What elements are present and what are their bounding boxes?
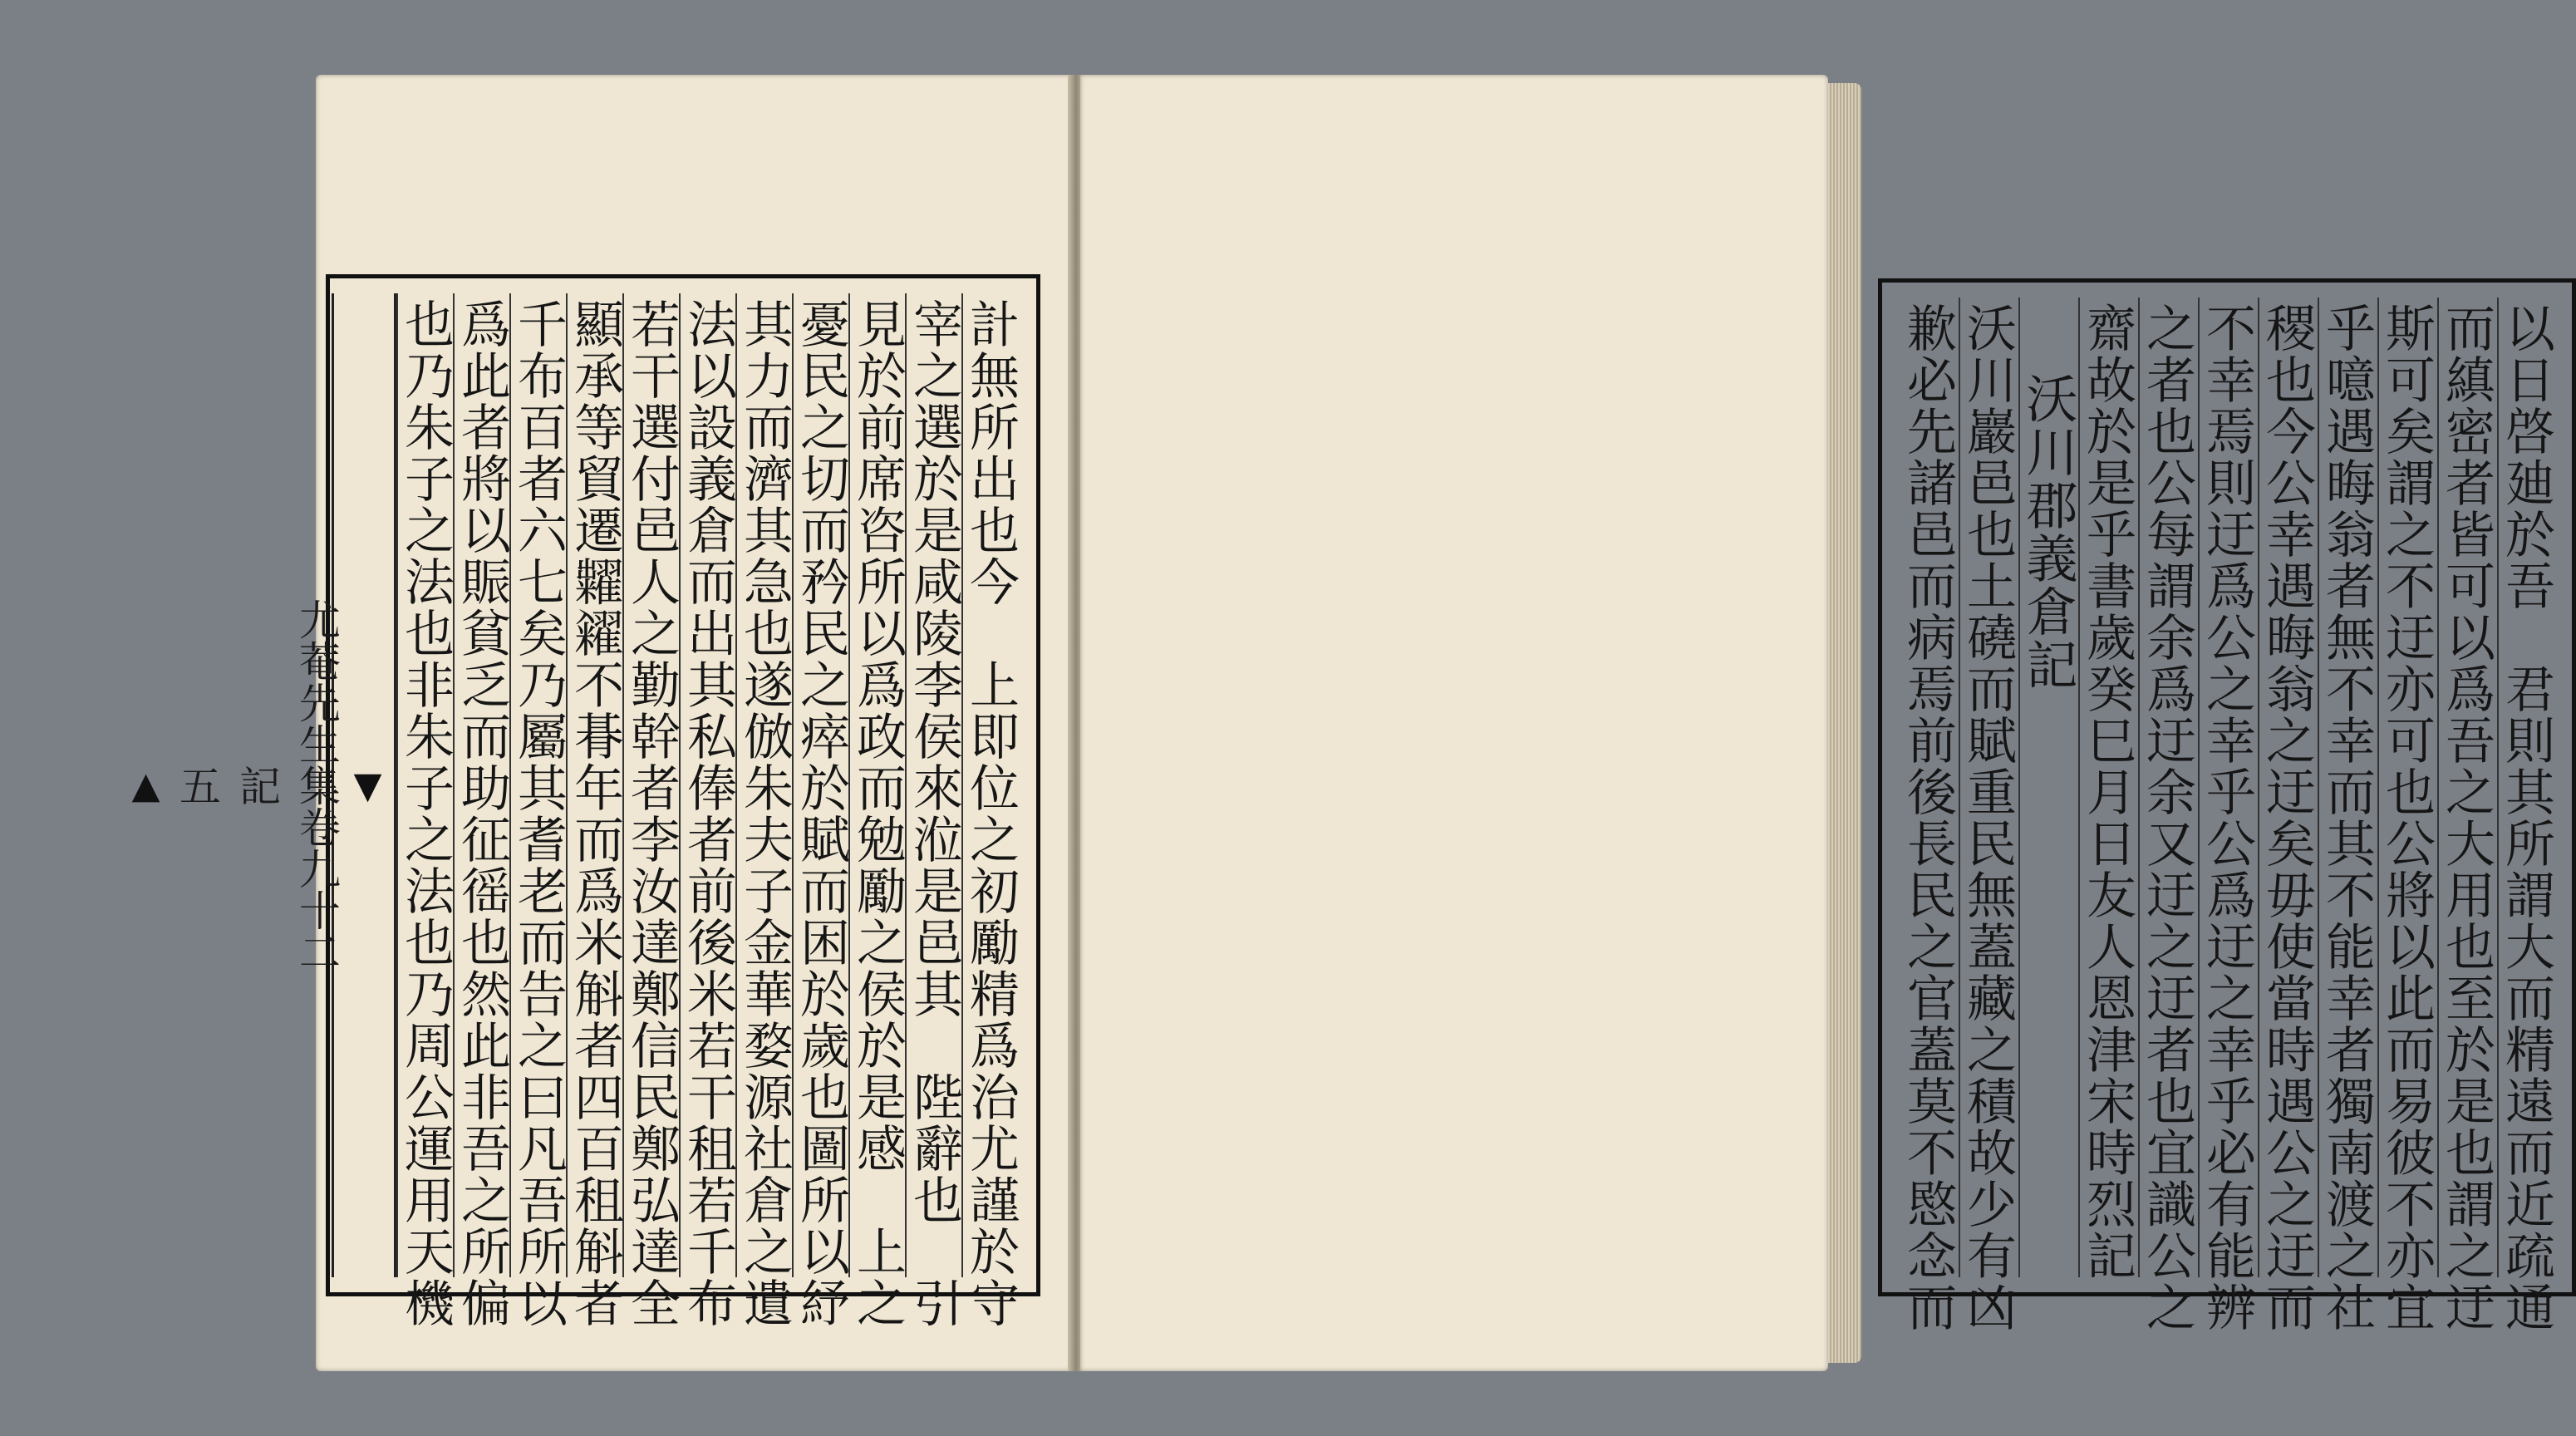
text-column: 見於前席咨所以爲政而勉勵之侯於是感 上之: [848, 293, 905, 1277]
text-column: 不幸焉則迂爲公之幸乎公爲迂之幸乎必有能辨: [2198, 298, 2254, 1277]
text-column: 斯可矣謂之不迂亦可也公將以此而易彼不亦宜: [2377, 298, 2434, 1277]
right-page-columns: [1899, 298, 2555, 1333]
text-column: 也乃朱子之法也非朱子之法也乃周公運用天機: [396, 293, 453, 1277]
text-column: 乎噫遇晦翁者無不幸而其不能幸者獨南渡之社: [2318, 298, 2374, 1277]
text-column: 沃川巖邑也土磽而賦重民無蓋藏之積故少有凶: [1959, 298, 2015, 1277]
text-column: 之者也公每謂余爲迂余又迂之迂者也宜識公之: [2138, 298, 2195, 1277]
right-page-text-frame: [1878, 278, 2576, 1333]
text-column: 齋故於是乎書歲癸巳月日友人恩津宋時烈記: [2078, 298, 2135, 1277]
text-column: 以日啓廸於吾 君則其所謂大而精遠而近疏通: [2497, 298, 2554, 1277]
text-column: 而縝密者皆可以爲吾之大用也至於是也謂之迂: [2437, 298, 2494, 1277]
text-column: 法以設義倉而出其私俸者前後米若干租若千布: [679, 293, 735, 1277]
right-page: [1080, 75, 2555, 1371]
text-column: 若干選付邑人之勤幹者李汝達鄭信民鄭弘達全: [622, 293, 679, 1277]
text-column: 爲此者將以賑貧乏而助征徭也然此非吾之所偏: [453, 293, 509, 1277]
fish-tail-mark-icon: ▲: [125, 764, 167, 807]
volume-title: 尤菴先生集卷九十二: [293, 598, 341, 972]
section-heading: 沃川郡義倉記: [2018, 298, 2075, 1277]
text-column: 憂民之切而矜民之瘁於賦而困於歲也圖所以紓: [792, 293, 848, 1277]
text-column: 顯承等貿遷糶糴不朞年而爲米斛者四百租斛者: [566, 293, 622, 1277]
left-page-text-frame: [125, 274, 1040, 1329]
block-heart-spine: [125, 293, 396, 1277]
text-column: 千布百者六七矣乃屬其耆老而告之曰凡吾所以: [509, 293, 566, 1277]
section-label: 記: [233, 765, 281, 806]
text-column: 計無所出也今 上即位之初勵精爲治尤謹於守: [961, 293, 1018, 1277]
text-column: 稷也今公幸遇晦翁之迂矣毋使當時遇公之迂而: [2258, 298, 2314, 1277]
left-page-columns: [125, 293, 1020, 1329]
fish-tail-mark-icon: ▼: [347, 764, 389, 807]
open-book: [125, 75, 2555, 1371]
text-column: 宰之選於是咸陵李侯來涖是邑其 陛辭也 引: [905, 293, 961, 1277]
left-page: [125, 75, 1072, 1371]
folio-number: 五: [173, 765, 221, 806]
page-edges: [1828, 83, 1861, 1363]
text-column: 其力而濟其急也遂倣朱夫子金華婺源社倉之遺: [735, 293, 792, 1277]
text-column: 歉必先諸邑而病焉前後長民之官蓋莫不愍念而: [1899, 302, 1957, 1333]
